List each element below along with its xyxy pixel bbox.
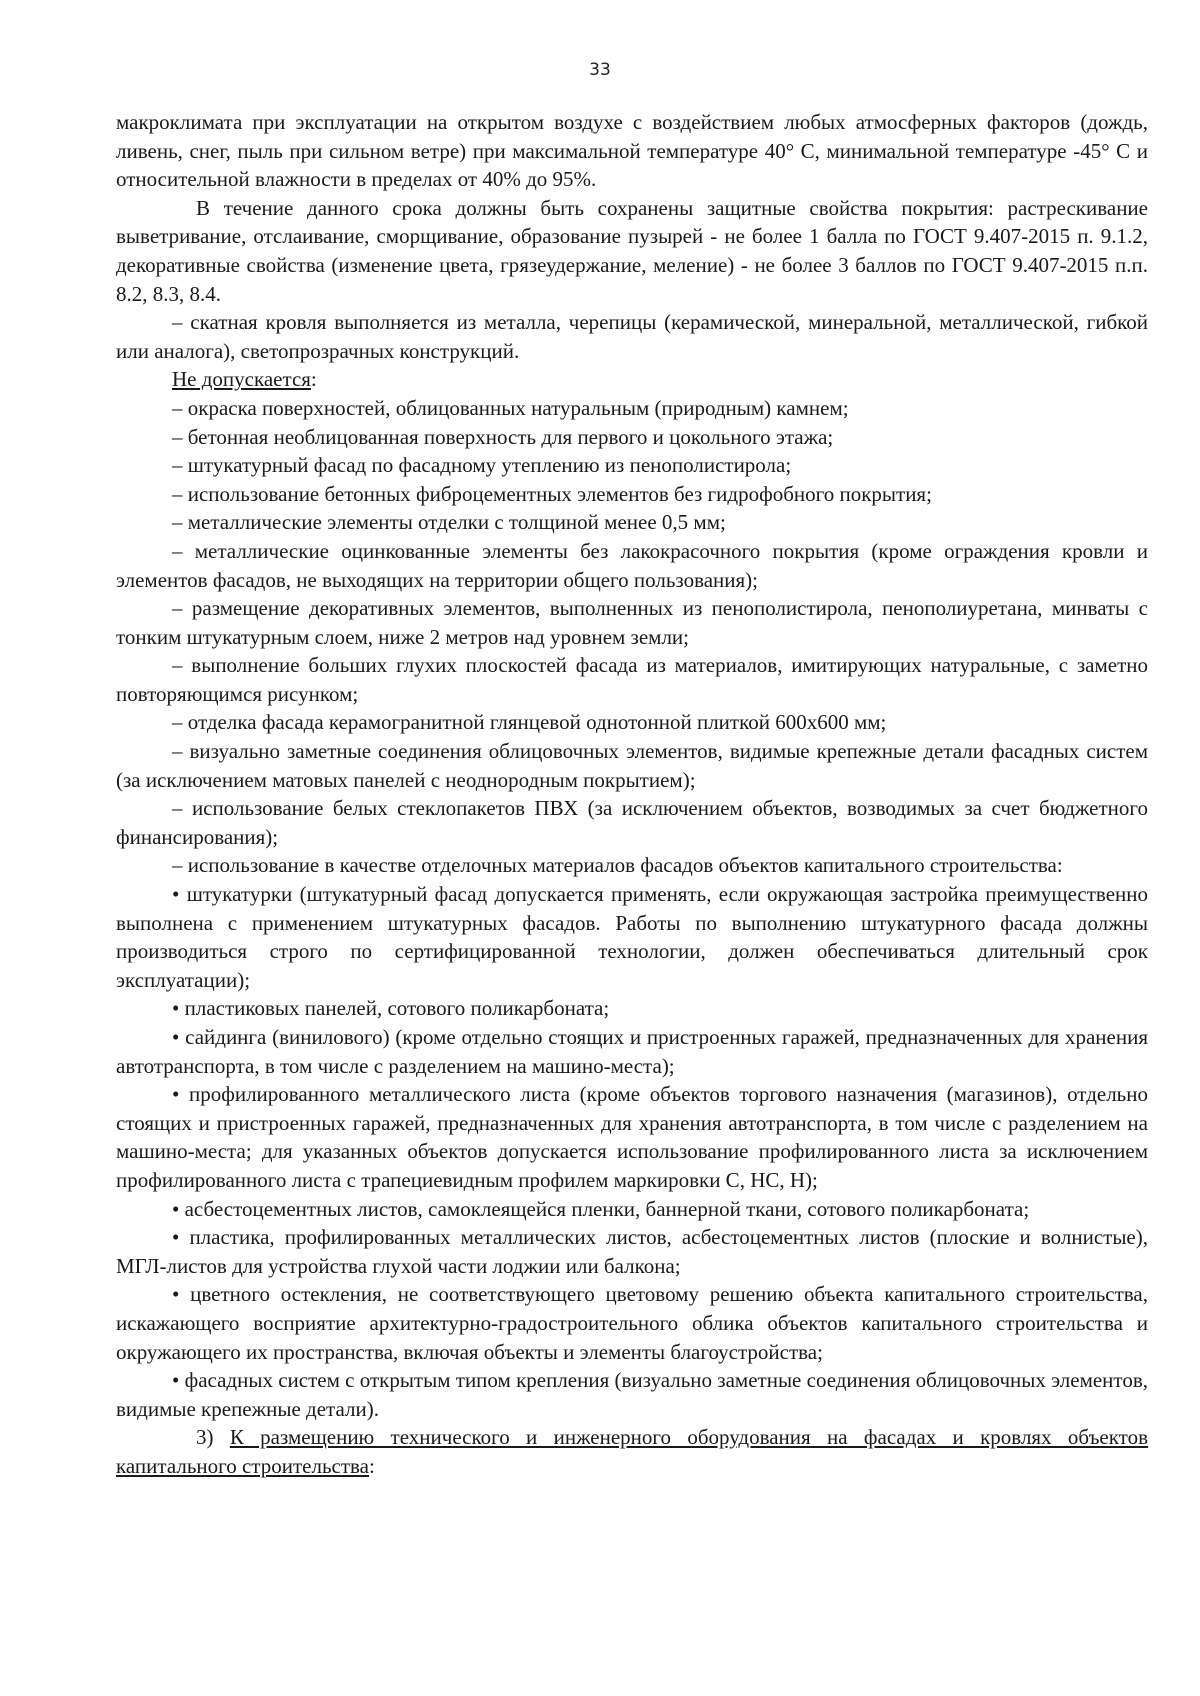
document-body — [116, 108, 1148, 1481]
bullet-item: • профилированного металлического листа (кроме объектов торгового назначения (магазинов), отдельно стоящих и пристроенных гаражей, предназначенных для хранения автотранспорта, в том числе с разделением на машино-места; для указанных объектов допускается использование профилированного листа за исключением профилированного листа с трапециевидным профилем маркировки С, НС, Н); — [116, 1080, 1148, 1194]
not-allowed-heading-text: Не допускается — [172, 367, 311, 392]
paragraph-coating-properties: В течение данного срока должны быть сохранены защитные свойства покрытия: растрескивание выветривание, отслаивание, сморщивание, образование пузырей - не более 1 балла по ГОСТ 9.407-2015 п. 9.1.2, декоративные свойства (изменение цвета, грязеудержание, меление) - не более 3 баллов по ГОСТ 9.407-2015 п.п. 8.2, 8.3, 8.4. — [116, 195, 1148, 306]
bullet-item: • пластиковых панелей, сотового поликарбоната; — [116, 994, 1148, 1023]
list-item: – визуально заметные соединения облицовочных элементов, видимые крепежные детали фасадных систем (за исключением матовых панелей с неоднородным покрытием); — [116, 737, 1148, 794]
bullet-item: • асбестоцементных листов, самоклеящейся пленки, баннерной ткани, сотового поликарбоната; — [116, 1195, 1148, 1224]
not-allowed-heading — [116, 365, 1148, 394]
section-3-heading-colon: : — [368, 1453, 375, 1478]
bullet-item: • пластика, профилированных металлических листов, асбестоцементных листов (плоские и волнистые), МГЛ-листов для устройства глухой части лоджии или балкона; — [116, 1223, 1148, 1280]
list-item: – металлические элементы отделки с толщиной менее 0,5 мм; — [116, 508, 1148, 537]
list-item: – штукатурный фасад по фасадному утеплению из пенополистирола; — [116, 451, 1148, 480]
list-item: – отделка фасада керамогранитной глянцевой однотонной плиткой 600х600 мм; — [116, 708, 1148, 737]
bullet-item: • штукатурки (штукатурный фасад допускается применять, если окружающая застройка преимущественно выполнена с применением штукатурных фасадов. Работы по выполнению штукатурного фасада должны производиться строго по сертифицированной технологии, должен обеспечиваться длительный срок эксплуатации); — [116, 880, 1148, 994]
list-item: – окраска поверхностей, облицованных натуральным (природным) камнем; — [116, 394, 1148, 423]
page-number: 33 — [589, 60, 611, 80]
paragraph-pitched-roof: – скатная кровля выполняется из металла, черепицы (керамической, минеральной, металлической, гибкой или аналога), светопрозрачных конструкций. — [116, 308, 1148, 365]
section-3-heading — [116, 1423, 1148, 1480]
list-item: – выполнение больших глухих плоскостей фасада из материалов, имитирующих натуральные, с заметно повторяющимся рисунком; — [116, 651, 1148, 708]
list-item: – использование бетонных фиброцементных элементов без гидрофобного покрытия; — [116, 480, 1148, 509]
list-item: – использование белых стеклопакетов ПВХ (за исключением объектов, возводимых за счет бюджетного финансирования); — [116, 794, 1148, 851]
bullet-item: • фасадных систем с открытым типом крепления (визуально заметные соединения облицовочных элементов, видимые крепежные детали). — [116, 1366, 1148, 1423]
list-item: – размещение декоративных элементов, выполненных из пенополистирола, пенополиуретана, минваты с тонким штукатурным слоем, ниже 2 метров над уровнем земли; — [116, 594, 1148, 651]
bullet-item: • цветного остекления, не соответствующего цветовому решению объекта капитального строительства, искажающего восприятие архитектурно-градостроительного облика объектов капитального строительства и окружающего их пространства, включая объекты и элементы благоустройства; — [116, 1280, 1148, 1366]
section-3-heading-text: К размещению технического и инженерного оборудования на фасадах и кровлях объектов капитального строительства — [116, 1425, 1148, 1478]
bullet-item: • сайдинга (винилового) (кроме отдельно стоящих и пристроенных гаражей, предназначенных для хранения автотранспорта, в том числе с разделением на машино-места); — [116, 1023, 1148, 1080]
list-item: – использование в качестве отделочных материалов фасадов объектов капитального строительства: — [116, 851, 1148, 880]
not-allowed-heading-colon: : — [310, 367, 317, 392]
section-3-number: 3) — [196, 1425, 214, 1450]
list-item: – металлические оцинкованные элементы без лакокрасочного покрытия (кроме ограждения кровли и элементов фасадов, не выходящих на территории общего пользования); — [116, 537, 1148, 594]
list-item: – бетонная необлицованная поверхность для первого и цокольного этажа; — [116, 423, 1148, 452]
paragraph-climate: макроклимата при эксплуатации на открытом воздухе с воздействием любых атмосферных факторов (дождь, ливень, снег, пыль при сильном ветре) при максимальной температуре 40° С, минимальной температуре -45° С и относительной влажности в пределах от 40% до 95%. — [116, 110, 1148, 192]
